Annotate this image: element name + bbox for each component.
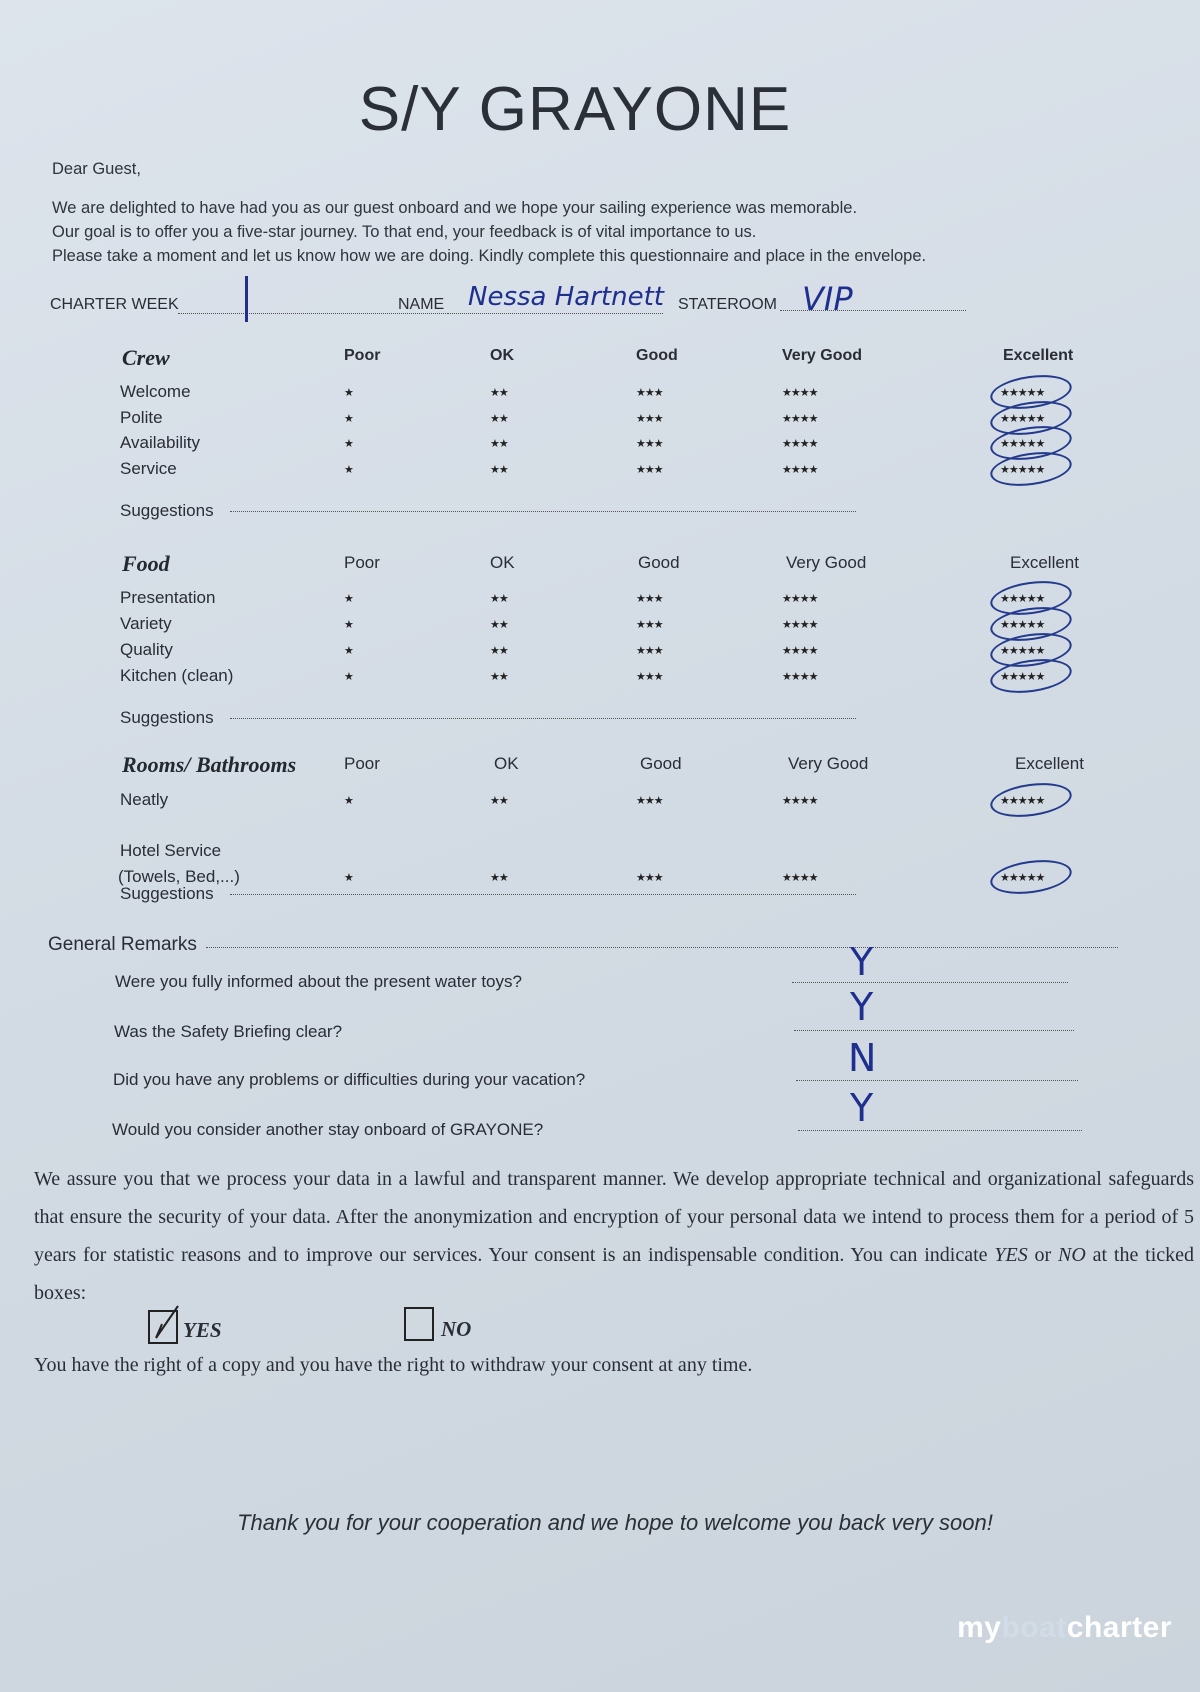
food-rating-option-4-star[interactable]: ★★★★	[782, 593, 818, 605]
intro-line-1: We are delighted to have had you as our guest onboard and we hope your sailing experience was memorable.	[52, 199, 858, 217]
rooms-column-very-good: Very Good	[788, 754, 869, 773]
food-row-label: Presentation	[120, 588, 216, 607]
crew-rating-option-4-star[interactable]: ★★★★	[782, 463, 818, 476]
food-rating-option-1-star[interactable]: ★	[344, 593, 353, 605]
consent-no-checkbox[interactable]	[404, 1307, 434, 1341]
answer-field-water-toys[interactable]	[792, 982, 1068, 983]
crew-rating-option-4-star[interactable]: ★★★★	[782, 387, 818, 399]
food-rating-option-5-star[interactable]: ★★★★★	[1000, 671, 1045, 683]
food-suggestions-label: Suggestions	[120, 708, 214, 727]
crew-suggestions-label: Suggestions	[120, 501, 214, 520]
rooms-suggestions-label: Suggestions	[120, 884, 214, 903]
food-column-poor: Poor	[344, 553, 380, 572]
question-water-toys: Were you fully informed about the present water toys?	[115, 972, 522, 991]
food-rating-option-2-star[interactable]: ★★	[490, 671, 508, 683]
crew-rating-option-4-star[interactable]: ★★★★	[782, 438, 818, 450]
food-column-excellent: Excellent	[1010, 553, 1079, 572]
crew-column-poor: Poor	[344, 347, 381, 364]
rooms-rating-option-2-star[interactable]: ★★	[490, 795, 508, 807]
general-remarks-label: General Remarks	[48, 934, 197, 955]
consent-no-label: NO	[441, 1317, 472, 1341]
food-column-good: Good	[638, 553, 680, 572]
food-column-very-good: Very Good	[786, 553, 867, 572]
answer-field-safety-briefing[interactable]	[794, 1030, 1074, 1031]
crew-row-label: Availability	[120, 433, 201, 452]
crew-rating-option-5-star[interactable]: ★★★★★	[1000, 463, 1045, 476]
crew-column-ok: OK	[490, 347, 514, 364]
crew-rating-option-1-star[interactable]: ★	[344, 387, 353, 399]
crew-rating-option-5-star[interactable]: ★★★★★	[1000, 412, 1045, 425]
answer-problems: N	[848, 1036, 877, 1080]
food-rating-option-4-star[interactable]: ★★★★	[782, 645, 818, 657]
food-rating-option-2-star[interactable]: ★★	[490, 619, 508, 631]
stateroom-value: VIP	[802, 280, 853, 318]
rooms-rating-option-5-star[interactable]: ★★★★★	[1000, 795, 1045, 807]
food-rating-option-3-star[interactable]: ★★★	[636, 671, 663, 683]
rooms-rating-option-4-star[interactable]: ★★★★	[782, 872, 818, 884]
food-rating-option-4-star[interactable]: ★★★★	[782, 671, 818, 683]
crew-rating-option-2-star[interactable]: ★★	[490, 412, 508, 425]
crew-rating-option-3-star[interactable]: ★★★	[636, 412, 663, 425]
charter-week-label: CHARTER WEEK	[50, 296, 179, 313]
handwritten-mark	[245, 276, 248, 322]
crew-rating-option-1-star[interactable]: ★	[344, 463, 353, 476]
food-rating-option-2-star[interactable]: ★★	[490, 645, 508, 657]
food-rating-option-5-star[interactable]: ★★★★★	[1000, 593, 1045, 605]
privacy-suffix: at the ticked boxes:	[34, 1244, 1195, 1304]
greeting: Dear Guest,	[52, 160, 141, 178]
name-value: Nessa Hartnett	[468, 282, 664, 312]
consent-yes-label: YES	[183, 1318, 222, 1342]
stateroom-label: STATEROOM	[678, 296, 777, 313]
food-rating-option-3-star[interactable]: ★★★	[636, 593, 663, 605]
question-safety-briefing: Was the Safety Briefing clear?	[114, 1022, 343, 1041]
rooms-column-poor: Poor	[344, 754, 380, 773]
selected-rating-circle	[988, 855, 1074, 898]
food-row-label: Kitchen (clean)	[120, 666, 234, 685]
privacy-statement	[34, 1160, 1194, 1312]
food-rating-option-1-star[interactable]: ★	[344, 619, 353, 631]
crew-rating-option-3-star[interactable]: ★★★	[636, 438, 663, 450]
watermark-part-3: charter	[1066, 1611, 1172, 1644]
crew-rating-option-4-star[interactable]: ★★★★	[782, 412, 818, 425]
selected-rating-circle	[988, 778, 1074, 821]
general-remarks-field[interactable]	[206, 947, 1118, 948]
intro-line-3: Please take a moment and let us know how we are doing. Kindly complete this questionnaire and place in the envelope.	[52, 247, 927, 265]
watermark-part-2: boat	[1001, 1611, 1067, 1644]
rooms-column-ok: OK	[494, 754, 519, 773]
crew-suggestions-field[interactable]	[230, 511, 856, 512]
crew-rating-option-2-star[interactable]: ★★	[490, 387, 508, 399]
food-row-label: Variety	[120, 614, 172, 633]
rooms-rating-option-3-star[interactable]: ★★★	[636, 872, 663, 884]
answer-safety-briefing: Y	[850, 985, 874, 1029]
food-rating-option-2-star[interactable]: ★★	[490, 593, 508, 605]
crew-rating-option-3-star[interactable]: ★★★	[636, 387, 663, 399]
crew-rating-option-1-star[interactable]: ★	[344, 438, 353, 450]
food-column-ok: OK	[490, 553, 515, 572]
rooms-column-excellent: Excellent	[1015, 754, 1084, 773]
consent-yes-checkbox[interactable]	[148, 1310, 178, 1344]
answer-water-toys: Y	[850, 940, 874, 984]
food-section-title: Food	[122, 551, 170, 576]
watermark-part-1: my	[957, 1611, 1002, 1644]
form-title: S/Y GRAYONE	[358, 75, 792, 144]
food-rating-option-3-star[interactable]: ★★★	[636, 645, 663, 657]
privacy-no-word: NO	[1058, 1244, 1086, 1266]
food-rating-option-4-star[interactable]: ★★★★	[782, 619, 818, 631]
privacy-text: We assure you that we process your data in a lawful and transparent manner. We develop appropriate technical and organizational safeguards that ensure the security of your data. After the anonymization and encryption of your personal data we intend to process them for a period of 5 years for statistic reasons and to improve our services. Your consent is an indispensable condition. You can indicate	[34, 1168, 1194, 1266]
food-rating-option-1-star[interactable]: ★	[344, 671, 353, 683]
food-rating-option-1-star[interactable]: ★	[344, 645, 353, 657]
rights-statement: You have the right of a copy and you have the right to withdraw your consent at any time.	[34, 1354, 753, 1376]
name-label: NAME	[398, 296, 445, 313]
question-another-stay: Would you consider another stay onboard of GRAYONE?	[112, 1120, 544, 1139]
rooms-column-good: Good	[640, 754, 682, 773]
check-mark-icon	[148, 1304, 182, 1344]
name-field[interactable]	[447, 313, 663, 314]
crew-row-label: Polite	[120, 407, 163, 427]
rooms-rating-option-3-star[interactable]: ★★★	[636, 795, 663, 807]
answer-field-problems[interactable]	[796, 1080, 1078, 1081]
crew-rating-option-5-star[interactable]: ★★★★★	[1000, 387, 1045, 399]
rooms-row-label: Neatly	[120, 790, 169, 809]
food-rating-option-3-star[interactable]: ★★★	[636, 619, 663, 631]
question-problems: Did you have any problems or difficulties during your vacation?	[113, 1070, 586, 1089]
rooms-row-label: Hotel Service	[120, 841, 222, 860]
crew-rating-option-1-star[interactable]: ★	[344, 412, 353, 425]
crew-rating-option-2-star[interactable]: ★★	[490, 463, 508, 476]
rooms-suggestions-field[interactable]	[230, 894, 856, 895]
thank-you-note: Thank you for your cooperation and we hope to welcome you back very soon!	[237, 1510, 993, 1535]
food-row-label: Quality	[120, 640, 173, 659]
crew-column-good: Good	[636, 347, 678, 364]
crew-row-label: Service	[120, 458, 177, 478]
intro-line-2: Our goal is to offer you a five-star journey. To that end, your feedback is of vital importance to us.	[52, 223, 757, 241]
crew-column-very-good: Very Good	[782, 347, 863, 364]
answer-field-another-stay[interactable]	[798, 1130, 1082, 1131]
crew-row-label: Welcome	[120, 382, 191, 401]
crew-column-excellent: Excellent	[1003, 347, 1074, 364]
answer-another-stay: Y	[850, 1086, 874, 1130]
rooms-rating-option-1-star[interactable]: ★	[344, 795, 353, 807]
rooms-rating-option-4-star[interactable]: ★★★★	[782, 795, 818, 807]
rooms-rating-option-1-star[interactable]: ★	[344, 872, 353, 884]
rooms-section-title: Rooms/ Bathrooms	[122, 752, 297, 777]
food-rating-option-5-star[interactable]: ★★★★★	[1000, 645, 1045, 657]
crew-rating-option-2-star[interactable]: ★★	[490, 438, 508, 450]
rooms-rating-option-2-star[interactable]: ★★	[490, 872, 508, 884]
crew-section-title: Crew	[122, 345, 170, 370]
food-rating-option-5-star[interactable]: ★★★★★	[1000, 619, 1045, 631]
crew-rating-option-5-star[interactable]: ★★★★★	[1000, 438, 1045, 450]
rooms-row-label-detail: (Towels, Bed,...)	[118, 867, 240, 886]
crew-rating-option-3-star[interactable]: ★★★	[636, 463, 663, 476]
rooms-rating-option-5-star[interactable]: ★★★★★	[1000, 872, 1045, 884]
food-suggestions-field[interactable]	[230, 718, 856, 719]
watermark-logo	[957, 1611, 1172, 1645]
privacy-yes-word: YES	[994, 1244, 1028, 1266]
privacy-or: or	[1027, 1244, 1059, 1266]
